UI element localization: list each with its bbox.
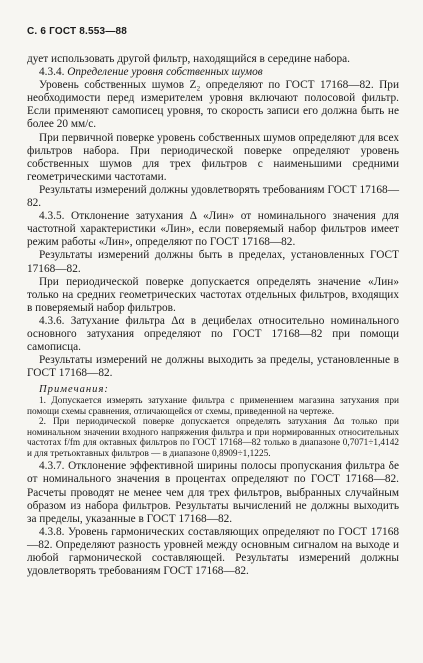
note-item: 1. Допускается измерять затухание фильтра с применением магазина затухания при помощи схемы сравнения, отличающейся от схемы, приведенной на чертеже. bbox=[27, 396, 399, 417]
notes-title: Примечания: bbox=[39, 384, 109, 396]
paragraph: Результаты измерений не должны выходить за пределы, установленные в ГОСТ 17168—82. bbox=[27, 354, 399, 380]
section-title: Определение уровня собственных шумов bbox=[67, 66, 263, 79]
section-heading bbox=[27, 66, 399, 79]
paragraph: Уровень собственных шумов Z₂ определяют по ГОСТ 17168—82. При необходимости перед измерителем уровня включают полосовой фильтр. Если применяют самописец уровня, то скорость записи его должна быть не более 20 мм/с. bbox=[27, 79, 399, 131]
page-header: С. 6 ГОСТ 8.553—88 bbox=[27, 26, 128, 37]
document-page bbox=[27, 26, 399, 578]
paragraph: При периодической поверке допускается определять значение «Лин» только на средних геометрических частотах отдельных фильтров, входящих в поверяемый набор фильтров. bbox=[27, 275, 399, 314]
section-number: 4.3.4. bbox=[39, 66, 65, 79]
paragraph: Результаты измерений должны удовлетворять требованиям ГОСТ 17168—82. bbox=[27, 183, 399, 210]
paragraph: 4.3.6. Затухание фильтра Δα в децибелах относительно номинального основного затухания определяют по ГОСТ 17168—82 при помощи самописца. bbox=[27, 314, 399, 354]
paragraph: Результаты измерений должны быть в пределах, установленных ГОСТ 17168—82. bbox=[27, 249, 399, 275]
paragraph: При первичной поверке уровень собственных шумов определяют для всех фильтров набора. При периодической поверке определяют уровень собственных шумов для трех фильтров с наименьшими средними геометрическими частотами. bbox=[27, 131, 399, 183]
paragraph: 4.3.5. Отклонение затухания Δ «Лин» от номинального значения для частотной характеристики «Лин», если поверяемый набор фильтров имеет режим работы «Лин», определяют по ГОСТ 17168—82. bbox=[27, 210, 399, 249]
paragraph: 4.3.7. Отклонение эффективной ширины полосы пропускания фильтра δe от номинального значения в процентах определяют по ГОСТ 17168—82. Расчеты проводят не менее чем для трех фильтров, выбранных случайным образом из набора фильтров. Результаты вычислений не должны выходить за пределы, указанные в ГОСТ 17168—82. bbox=[27, 460, 399, 525]
paragraph: дует использовать другой фильтр, находящийся в середине набора. bbox=[27, 53, 350, 65]
paragraph: 4.3.8. Уровень гармонических составляющих определяют по ГОСТ 17168—82. Определяют разность уровней между основным сигналом на выходе и любой гармонической составляющей. Результаты измерений должны удовлетворять требованиям ГОСТ 17168—82. bbox=[27, 525, 399, 578]
note-item: 2. При периодической поверке допускается определять затухания Δα только при номинальном значении входного напряжения фильтра и при нормированных относительных частотах f/fm для октавных фильтров по ГОСТ 17168—82 только в диапазоне 0,7071÷1,4142 и для третьоктавных фильтров — в диапазоне 0,8909÷1,1225. bbox=[27, 417, 399, 459]
